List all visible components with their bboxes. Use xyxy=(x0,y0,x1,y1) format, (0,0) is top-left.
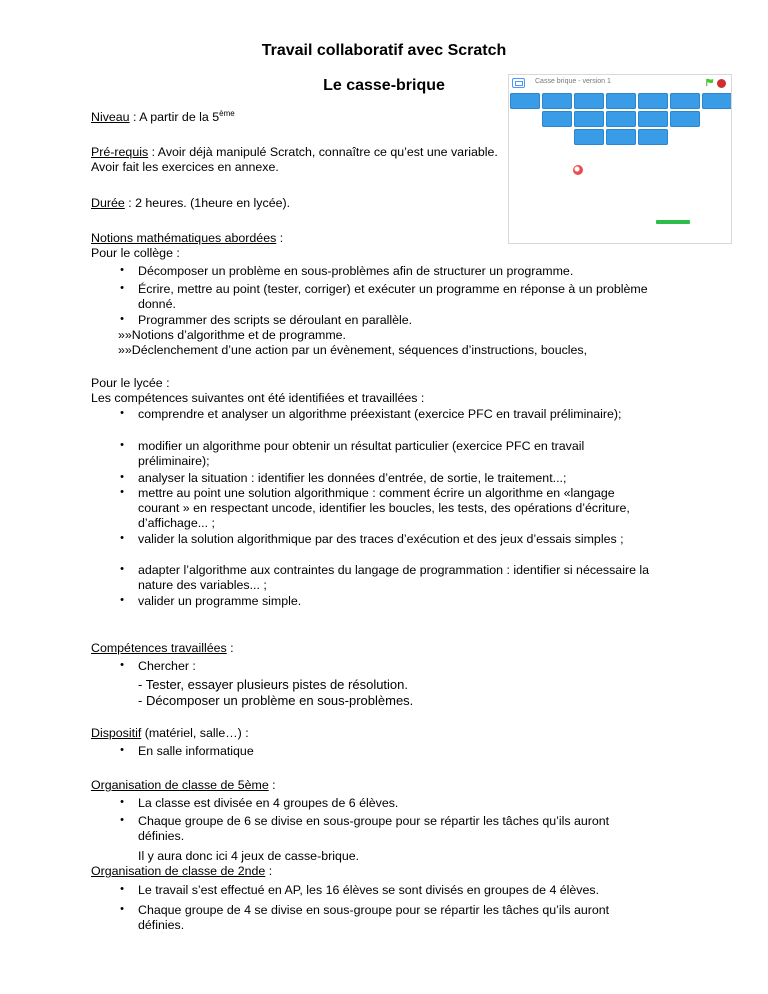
duree-line: Durée : 2 heures. (1heure en lycée). xyxy=(91,196,291,210)
prerequis-label: Pré-requis xyxy=(91,145,149,159)
prerequis-line: Pré-requis : Avoir déjà manipulé Scratch, connaître ce qu’est une variable. xyxy=(91,145,498,159)
college-label: Pour le collège : xyxy=(91,246,180,260)
brick xyxy=(606,129,636,145)
list-item: valider la solution algorithmique par des traces d’exécution et des jeux d’essais simples ; xyxy=(138,532,624,546)
bullet-icon: • xyxy=(120,407,124,419)
scratch-toolbar xyxy=(509,75,731,93)
bullet-icon: • xyxy=(120,744,124,756)
list-item: La classe est divisée en 4 groupes de 6 élèves. xyxy=(138,796,399,810)
brick xyxy=(542,93,572,109)
list-item: adapter l’algorithme aux contraintes du langage de programmation : identifier si nécessaire la nature des variables... ; xyxy=(138,563,650,592)
niveau-label: Niveau xyxy=(91,110,130,124)
brick xyxy=(638,93,668,109)
brick xyxy=(638,129,668,145)
lycee-label: Pour le lycée : xyxy=(91,376,170,390)
list-item: modifier un algorithme pour obtenir un résultat particulier (exercice PFC en travail préliminaire); xyxy=(138,439,585,468)
prerequis-line-2: Avoir fait les exercices en annexe. xyxy=(91,160,279,174)
bullet-icon: • xyxy=(120,486,124,498)
list-item: comprendre et analyser un algorithme préexistant (exercice PFC en travail préliminaire); xyxy=(138,407,622,421)
brick xyxy=(670,111,700,127)
brick xyxy=(542,111,572,127)
bullet-icon: • xyxy=(120,563,124,575)
bullet-icon: • xyxy=(120,282,124,294)
list-item: analyser la situation : identifier les données d’entrée, de sortie, le traitement...; xyxy=(138,471,567,485)
brick xyxy=(702,93,732,109)
list-item: Chaque groupe de 4 se divise en sous-groupe pour se répartir les tâches qu’ils auront définies. xyxy=(138,903,610,932)
sub-item: - Décomposer un problème en sous-problèmes. xyxy=(138,693,414,708)
niveau-text: A partir de la 5 xyxy=(139,110,220,124)
brick xyxy=(574,93,604,109)
notions-heading: Notions mathématiques abordées : xyxy=(91,231,284,245)
bullet-icon: • xyxy=(120,796,124,808)
bullet-icon: • xyxy=(120,439,124,451)
bullet-icon: • xyxy=(120,814,124,826)
bullet-icon: • xyxy=(120,903,124,915)
duree-label: Durée xyxy=(91,196,125,210)
brick xyxy=(606,111,636,127)
list-item: valider un programme simple. xyxy=(138,594,302,608)
scratch-project-title: Casse brique - version 1 xyxy=(535,78,611,85)
stop-icon xyxy=(717,79,726,88)
list-item: Le travail s’est effectué en AP, les 16 élèves se sont divisés en groupes de 4 élèves. xyxy=(138,883,600,897)
list-item: En salle informatique xyxy=(138,744,254,758)
org5-extra: Il y aura donc ici 4 jeux de casse-brique. xyxy=(138,849,360,863)
bullet-icon: • xyxy=(120,264,124,276)
arrow-note: »»Notions d’algorithme et de programme. xyxy=(118,328,346,342)
bullet-icon: • xyxy=(120,532,124,544)
bullet-icon: • xyxy=(120,313,124,325)
brick xyxy=(510,93,540,109)
brick xyxy=(574,129,604,145)
brick xyxy=(574,111,604,127)
list-item: Décomposer un problème en sous-problèmes afin de structurer un programme. xyxy=(138,264,574,278)
bullet-icon: • xyxy=(120,883,124,895)
list-item: Chercher : xyxy=(138,659,196,673)
brick xyxy=(670,93,700,109)
competences-heading: Compétences travaillées : xyxy=(91,641,234,655)
green-flag-icon xyxy=(705,78,714,87)
list-item: Écrire, mettre au point (tester, corriger) et exécuter un programme en réponse à un problème donné. xyxy=(138,282,648,311)
dispositif-heading: Dispositif (matériel, salle…) : xyxy=(91,726,249,740)
arrow-note: »»Déclenchement d’une action par un évènement, séquences d’instructions, boucles, xyxy=(118,343,588,357)
list-item: mettre au point une solution algorithmique : comment écrire un algorithme en «langage courant » en respectant uncode, identifier les boucles, les tests, des opérations d’écriture, d’affichage... ; xyxy=(138,486,630,530)
bullet-icon: • xyxy=(120,659,124,671)
org5-heading: Organisation de classe de 5ème : xyxy=(91,778,276,792)
paddle-sprite xyxy=(656,220,690,224)
ball-sprite xyxy=(573,165,583,175)
list-item: Chaque groupe de 6 se divise en sous-groupe pour se répartir les tâches qu’ils auront définies. xyxy=(138,814,610,843)
org2-heading: Organisation de classe de 2nde : xyxy=(91,864,273,878)
bullet-icon: • xyxy=(120,594,124,606)
brick xyxy=(606,93,636,109)
document-subtitle: Le casse-brique xyxy=(323,77,445,94)
niveau-line: Niveau : A partir de la 5ème xyxy=(91,109,235,124)
scratch-game-preview xyxy=(508,74,732,244)
brick xyxy=(638,111,668,127)
lycee-intro: Les compétences suivantes ont été identifiées et travaillées : xyxy=(91,391,425,405)
fullscreen-icon xyxy=(512,78,525,88)
sub-item: - Tester, essayer plusieurs pistes de résolution. xyxy=(138,677,409,692)
bullet-icon: • xyxy=(120,471,124,483)
document-title: Travail collaboratif avec Scratch xyxy=(261,42,507,59)
list-item: Programmer des scripts se déroulant en parallèle. xyxy=(138,313,413,327)
